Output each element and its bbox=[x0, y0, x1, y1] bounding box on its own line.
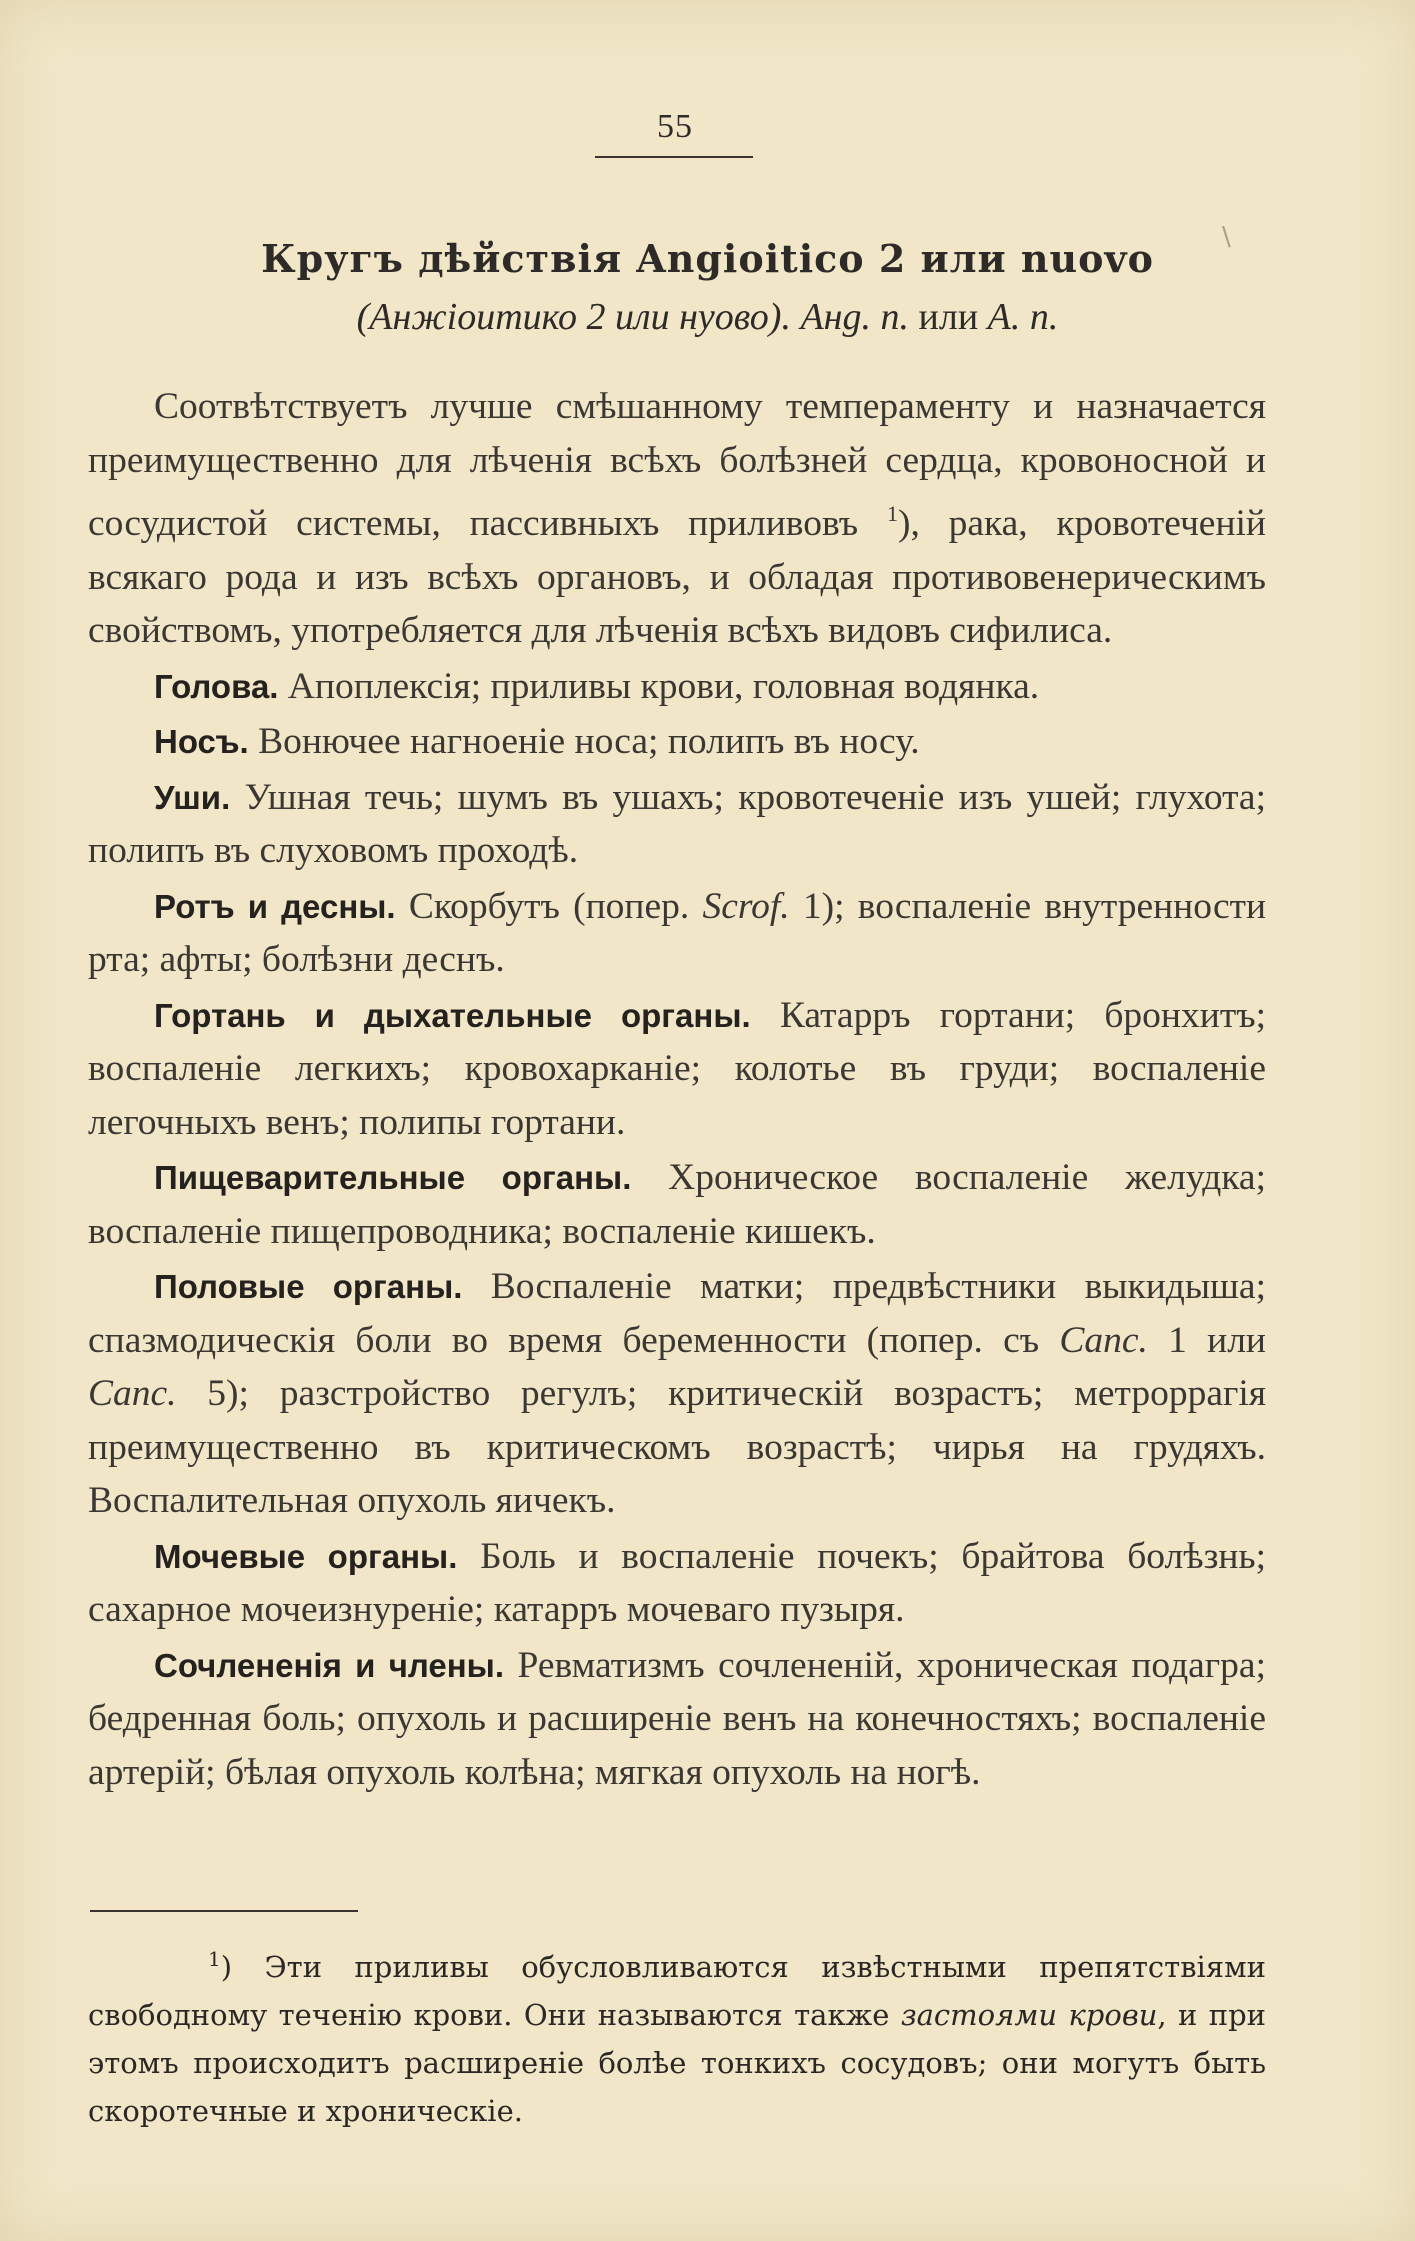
section-larynx bbox=[88, 989, 1266, 1150]
intro-text: Соотвѣтствуетъ лучше смѣшанному темпераменту и назначается преимущественно для лѣченія всѣхъ болѣзней сердца, кровоносной и сосудистой системы, пассивныхъ приливовъ bbox=[88, 386, 1266, 544]
section-text: Хроническое воспаленіе желудка; воспаленіе пищепроводника; воспаленіе кишекъ. bbox=[88, 1157, 1266, 1252]
footnote-paragraph bbox=[88, 1935, 1266, 2135]
main-text bbox=[88, 380, 1266, 1799]
section-label: Уши. bbox=[154, 778, 231, 816]
page-number: 55 bbox=[657, 108, 693, 145]
margin-mark: \ bbox=[1222, 222, 1231, 252]
section-title: Кругъ дѣйствія Angioitico 2 или nuovo bbox=[261, 236, 1154, 281]
section-label: Гортань и дыхательные органы. bbox=[154, 996, 751, 1034]
section-text: Воспаленіе матки; предвѣстники выкидыша; спазмодическія боли во время беременности (попер. съ bbox=[88, 1266, 1266, 1361]
section-text-cont: 1); воспаленіе внутренности рта; афты; болѣзни деснъ. bbox=[88, 885, 1267, 980]
section-head bbox=[88, 660, 1266, 714]
section-label: Ротъ и десны. bbox=[154, 887, 396, 925]
section-label: Пищеварительные органы. bbox=[154, 1159, 632, 1196]
section-text-cont: 5); разстройство регулъ; критическій возрастъ; метроррагія преимущественно въ критическомъ возрастѣ; чирья на грудяхъ. Воспалительная опухоль яичекъ. bbox=[88, 1373, 1267, 1521]
section-joints bbox=[88, 1639, 1266, 1800]
section-text: Скорбутъ (попер. bbox=[408, 885, 690, 927]
section-subtitle bbox=[90, 295, 1325, 339]
section-digestive bbox=[88, 1151, 1266, 1258]
page-number-rule bbox=[595, 156, 753, 158]
footnote-marker: 1 bbox=[208, 1947, 221, 1971]
footnote-ref: 1 bbox=[886, 501, 898, 526]
footnote-text-cont: , и при этомъ происходитъ расширеніе болѣе тонкихъ сосудовъ; они могутъ быть скоротечные и хроническіе. bbox=[88, 1998, 1266, 2128]
section-text: Катарръ гортани; бронхитъ; воспаленіе легкихъ; кровохарканіе; колотье въ груди; воспаленіе легочныхъ венъ; полипы гортани. bbox=[88, 994, 1267, 1143]
footnote-rule bbox=[90, 1910, 358, 1912]
remedy-ref: Canc. bbox=[1059, 1319, 1148, 1361]
section-urinary bbox=[88, 1530, 1266, 1637]
footnote bbox=[88, 1935, 1266, 2135]
section-label: Голова. bbox=[154, 667, 279, 705]
section-label: Носъ. bbox=[154, 723, 249, 760]
subtitle-or: или bbox=[918, 296, 979, 338]
remedy-ref: Scrof. bbox=[702, 885, 790, 927]
subtitle-italic-part: (Анжіоитико 2 или нуово). Анg. n. bbox=[356, 296, 910, 338]
section-nose bbox=[88, 715, 1266, 769]
section-ears bbox=[88, 771, 1266, 878]
section-label: Мочевые органы. bbox=[154, 1537, 458, 1575]
section-label: Половые органы. bbox=[154, 1268, 463, 1305]
section-text: Ушная течь; шумъ въ ушахъ; кровотеченіе изъ ушей; глухота; полипъ въ слуховомъ проходѣ. bbox=[88, 776, 1266, 871]
section-text-cont: 1 или bbox=[1168, 1319, 1266, 1361]
section-mouth bbox=[88, 880, 1266, 987]
section-genital bbox=[88, 1260, 1266, 1528]
footnote-text: ) Эти приливы обусловливаются извѣстными препятствіями свободному теченію крови. Они называются также bbox=[88, 1950, 1266, 2032]
section-text: Ревматизмъ сочлененій, хроническая подагра; бедренная боль; опухоль и расширеніе венъ на конечностяхъ; воспаленіе артерій; бѣлая опухоль колѣна; мягкая опухоль на ногѣ. bbox=[88, 1644, 1266, 1793]
intro-paragraph bbox=[88, 380, 1266, 658]
intro-text-cont: ), рака, кровотеченій всякаго рода и изъ всѣхъ органовъ, и обладая противовенерическимъ свойствомъ, употребляется для лѣченія всѣхъ видовъ сифилиса. bbox=[88, 503, 1267, 651]
section-text: Боль и воспаленіе почекъ; брайтова болѣзнь; сахарное мочеизнуреніе; катарръ мочеваго пузыря. bbox=[88, 1535, 1267, 1630]
remedy-ref: Canc. bbox=[88, 1373, 177, 1414]
footnote-italic: застоями крови bbox=[900, 1998, 1158, 2032]
section-label: Сочлененія и члены. bbox=[154, 1646, 505, 1684]
section-text: Вонючее нагноеніе носа; полипъ въ носу. bbox=[258, 721, 920, 762]
subtitle-abbrev: A. n. bbox=[987, 296, 1059, 338]
section-text: Апоплексія; приливы крови, головная водянка. bbox=[287, 665, 1040, 707]
